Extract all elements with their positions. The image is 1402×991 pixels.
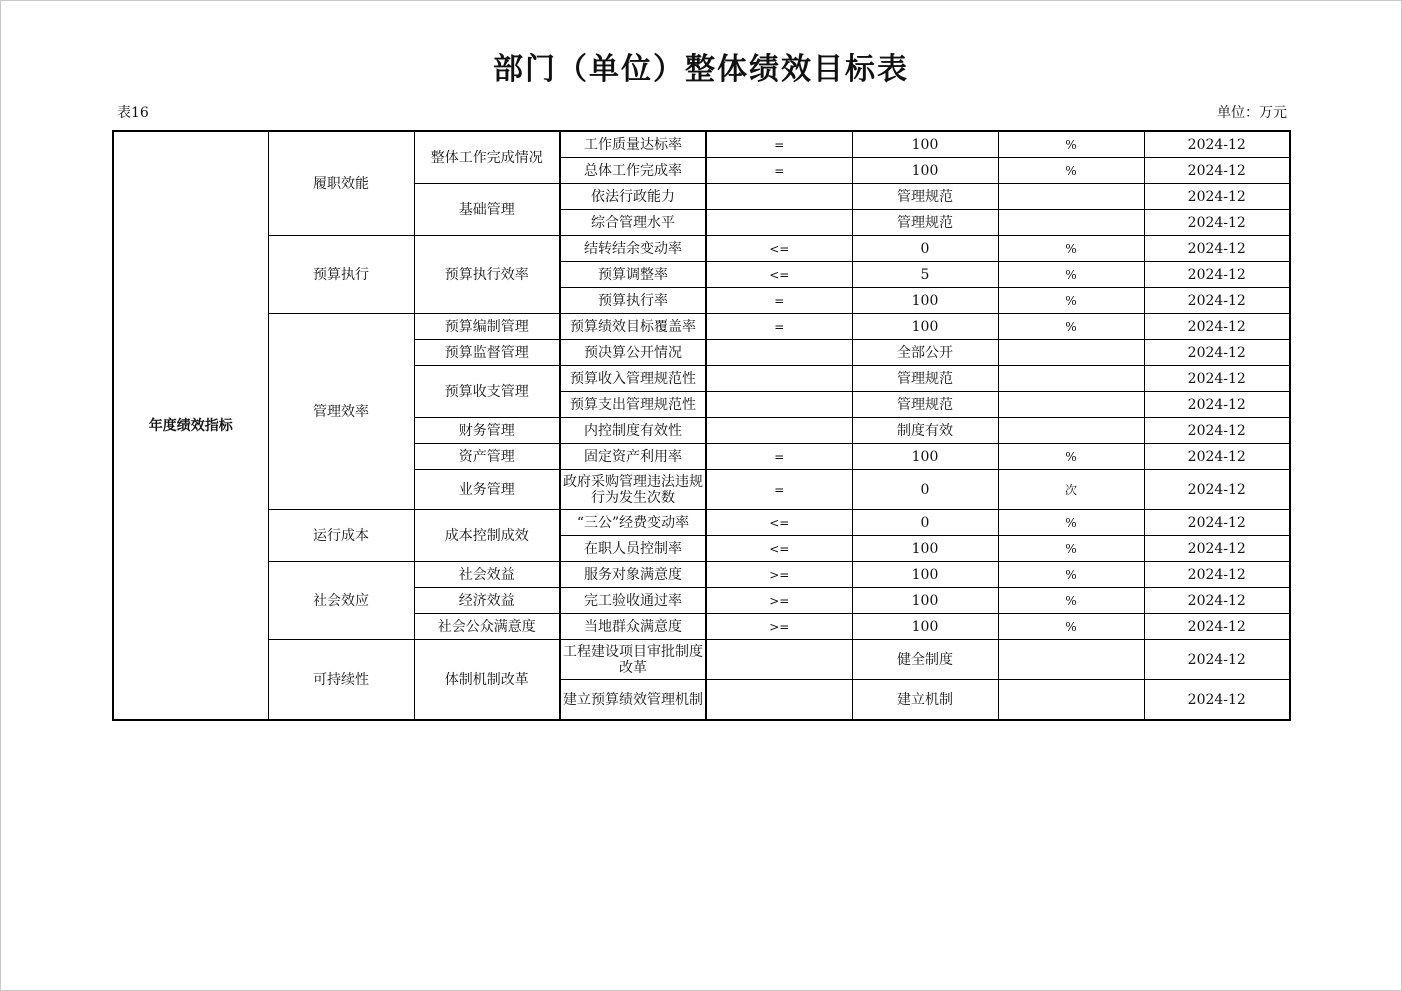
value-cell: 管理规范 bbox=[852, 392, 998, 418]
indicator-cell: 工程建设项目审批制度改革 bbox=[560, 640, 706, 680]
date-cell: 2024-12 bbox=[1144, 340, 1290, 366]
unit-cell: 次 bbox=[998, 470, 1144, 510]
value-cell: 0 bbox=[852, 470, 998, 510]
value-cell: 100 bbox=[852, 588, 998, 614]
indicator-cell: 工作质量达标率 bbox=[560, 131, 706, 158]
unit-cell: % bbox=[998, 288, 1144, 314]
unit-cell bbox=[998, 366, 1144, 392]
value-cell: 100 bbox=[852, 131, 998, 158]
indicator-cell: 固定资产利用率 bbox=[560, 444, 706, 470]
unit-cell: % bbox=[998, 510, 1144, 536]
level2-cell: 成本控制成效 bbox=[414, 510, 560, 562]
unit-cell: % bbox=[998, 536, 1144, 562]
unit-cell: % bbox=[998, 236, 1144, 262]
date-cell: 2024-12 bbox=[1144, 536, 1290, 562]
value-cell: 制度有效 bbox=[852, 418, 998, 444]
level1-cell: 可持续性 bbox=[268, 640, 414, 721]
indicator-cell: 结转结余变动率 bbox=[560, 236, 706, 262]
date-cell: 2024-12 bbox=[1144, 236, 1290, 262]
unit-cell: % bbox=[998, 262, 1144, 288]
level2-cell: 预算监督管理 bbox=[414, 340, 560, 366]
level2-cell: 经济效益 bbox=[414, 588, 560, 614]
unit-cell: % bbox=[998, 131, 1144, 158]
operator-cell: = bbox=[706, 288, 852, 314]
section-label: 年度绩效指标 bbox=[113, 131, 268, 720]
value-cell: 0 bbox=[852, 510, 998, 536]
operator-cell: <= bbox=[706, 262, 852, 288]
date-cell: 2024-12 bbox=[1144, 562, 1290, 588]
indicator-cell: 完工验收通过率 bbox=[560, 588, 706, 614]
value-cell: 管理规范 bbox=[852, 366, 998, 392]
operator-cell: = bbox=[706, 314, 852, 340]
value-cell: 0 bbox=[852, 236, 998, 262]
level2-cell: 财务管理 bbox=[414, 418, 560, 444]
date-cell: 2024-12 bbox=[1144, 510, 1290, 536]
operator-cell bbox=[706, 184, 852, 210]
unit-cell bbox=[998, 184, 1144, 210]
indicator-cell: 预算调整率 bbox=[560, 262, 706, 288]
operator-cell: >= bbox=[706, 614, 852, 640]
value-cell: 管理规范 bbox=[852, 210, 998, 236]
level2-cell: 预算编制管理 bbox=[414, 314, 560, 340]
date-cell: 2024-12 bbox=[1144, 470, 1290, 510]
date-cell: 2024-12 bbox=[1144, 314, 1290, 340]
level2-cell: 业务管理 bbox=[414, 470, 560, 510]
operator-cell bbox=[706, 366, 852, 392]
level2-cell: 社会公众满意度 bbox=[414, 614, 560, 640]
value-cell: 健全制度 bbox=[852, 640, 998, 680]
unit-cell bbox=[998, 640, 1144, 680]
date-cell: 2024-12 bbox=[1144, 210, 1290, 236]
level1-cell: 社会效应 bbox=[268, 562, 414, 640]
date-cell: 2024-12 bbox=[1144, 444, 1290, 470]
operator-cell bbox=[706, 680, 852, 721]
table-row bbox=[113, 236, 1290, 262]
indicator-cell: 依法行政能力 bbox=[560, 184, 706, 210]
indicator-cell: “三公”经费变动率 bbox=[560, 510, 706, 536]
level1-cell: 管理效率 bbox=[268, 314, 414, 510]
value-cell: 建立机制 bbox=[852, 680, 998, 721]
operator-cell: = bbox=[706, 470, 852, 510]
table-row bbox=[113, 562, 1290, 588]
unit-cell: % bbox=[998, 158, 1144, 184]
indicator-cell: 服务对象满意度 bbox=[560, 562, 706, 588]
date-cell: 2024-12 bbox=[1144, 366, 1290, 392]
indicator-cell: 建立预算绩效管理机制 bbox=[560, 680, 706, 721]
date-cell: 2024-12 bbox=[1144, 392, 1290, 418]
table-row bbox=[113, 640, 1290, 680]
date-cell: 2024-12 bbox=[1144, 262, 1290, 288]
indicator-cell: 预决算公开情况 bbox=[560, 340, 706, 366]
level2-cell: 基础管理 bbox=[414, 184, 560, 236]
indicator-cell: 内控制度有效性 bbox=[560, 418, 706, 444]
unit-cell: % bbox=[998, 562, 1144, 588]
value-cell: 管理规范 bbox=[852, 184, 998, 210]
date-cell: 2024-12 bbox=[1144, 158, 1290, 184]
unit-cell: % bbox=[998, 314, 1144, 340]
unit-cell: % bbox=[998, 614, 1144, 640]
indicator-cell: 综合管理水平 bbox=[560, 210, 706, 236]
level1-cell: 履职效能 bbox=[268, 131, 414, 236]
value-cell: 100 bbox=[852, 562, 998, 588]
operator-cell: = bbox=[706, 158, 852, 184]
operator-cell bbox=[706, 210, 852, 236]
unit-cell bbox=[998, 680, 1144, 721]
date-cell: 2024-12 bbox=[1144, 288, 1290, 314]
operator-cell bbox=[706, 340, 852, 366]
operator-cell: >= bbox=[706, 562, 852, 588]
performance-table bbox=[112, 130, 1291, 721]
indicator-cell: 总体工作完成率 bbox=[560, 158, 706, 184]
value-cell: 100 bbox=[852, 614, 998, 640]
unit-cell bbox=[998, 392, 1144, 418]
level2-cell: 体制机制改革 bbox=[414, 640, 560, 721]
date-cell: 2024-12 bbox=[1144, 680, 1290, 721]
indicator-cell: 预算绩效目标覆盖率 bbox=[560, 314, 706, 340]
table-number: 表16 bbox=[117, 105, 149, 121]
unit-cell bbox=[998, 340, 1144, 366]
value-cell: 100 bbox=[852, 444, 998, 470]
unit-cell bbox=[998, 210, 1144, 236]
date-cell: 2024-12 bbox=[1144, 131, 1290, 158]
level2-cell: 预算收支管理 bbox=[414, 366, 560, 418]
level2-cell: 社会效益 bbox=[414, 562, 560, 588]
date-cell: 2024-12 bbox=[1144, 614, 1290, 640]
operator-cell: <= bbox=[706, 510, 852, 536]
level2-cell: 预算执行效率 bbox=[414, 236, 560, 314]
value-cell: 100 bbox=[852, 288, 998, 314]
indicator-cell: 预算收入管理规范性 bbox=[560, 366, 706, 392]
page-title: 部门（单位）整体绩效目标表 bbox=[493, 52, 909, 87]
date-cell: 2024-12 bbox=[1144, 588, 1290, 614]
operator-cell: <= bbox=[706, 536, 852, 562]
indicator-cell: 预算执行率 bbox=[560, 288, 706, 314]
table-row bbox=[113, 314, 1290, 340]
table-row bbox=[113, 131, 1290, 158]
unit-cell bbox=[998, 418, 1144, 444]
operator-cell bbox=[706, 418, 852, 444]
operator-cell bbox=[706, 640, 852, 680]
indicator-cell: 预算支出管理规范性 bbox=[560, 392, 706, 418]
date-cell: 2024-12 bbox=[1144, 418, 1290, 444]
operator-cell bbox=[706, 392, 852, 418]
indicator-cell: 在职人员控制率 bbox=[560, 536, 706, 562]
unit-cell: % bbox=[998, 588, 1144, 614]
operator-cell: = bbox=[706, 444, 852, 470]
operator-cell: >= bbox=[706, 588, 852, 614]
value-cell: 100 bbox=[852, 158, 998, 184]
value-cell: 100 bbox=[852, 314, 998, 340]
date-cell: 2024-12 bbox=[1144, 640, 1290, 680]
level1-cell: 预算执行 bbox=[268, 236, 414, 314]
indicator-cell: 当地群众满意度 bbox=[560, 614, 706, 640]
table-row bbox=[113, 510, 1290, 536]
indicator-cell: 政府采购管理违法违规行为发生次数 bbox=[560, 470, 706, 510]
value-cell: 100 bbox=[852, 536, 998, 562]
level2-cell: 整体工作完成情况 bbox=[414, 131, 560, 184]
level1-cell: 运行成本 bbox=[268, 510, 414, 562]
operator-cell: <= bbox=[706, 236, 852, 262]
level2-cell: 资产管理 bbox=[414, 444, 560, 470]
value-cell: 5 bbox=[852, 262, 998, 288]
unit-label: 单位：万元 bbox=[1217, 105, 1287, 121]
value-cell: 全部公开 bbox=[852, 340, 998, 366]
unit-cell: % bbox=[998, 444, 1144, 470]
operator-cell: = bbox=[706, 131, 852, 158]
date-cell: 2024-12 bbox=[1144, 184, 1290, 210]
